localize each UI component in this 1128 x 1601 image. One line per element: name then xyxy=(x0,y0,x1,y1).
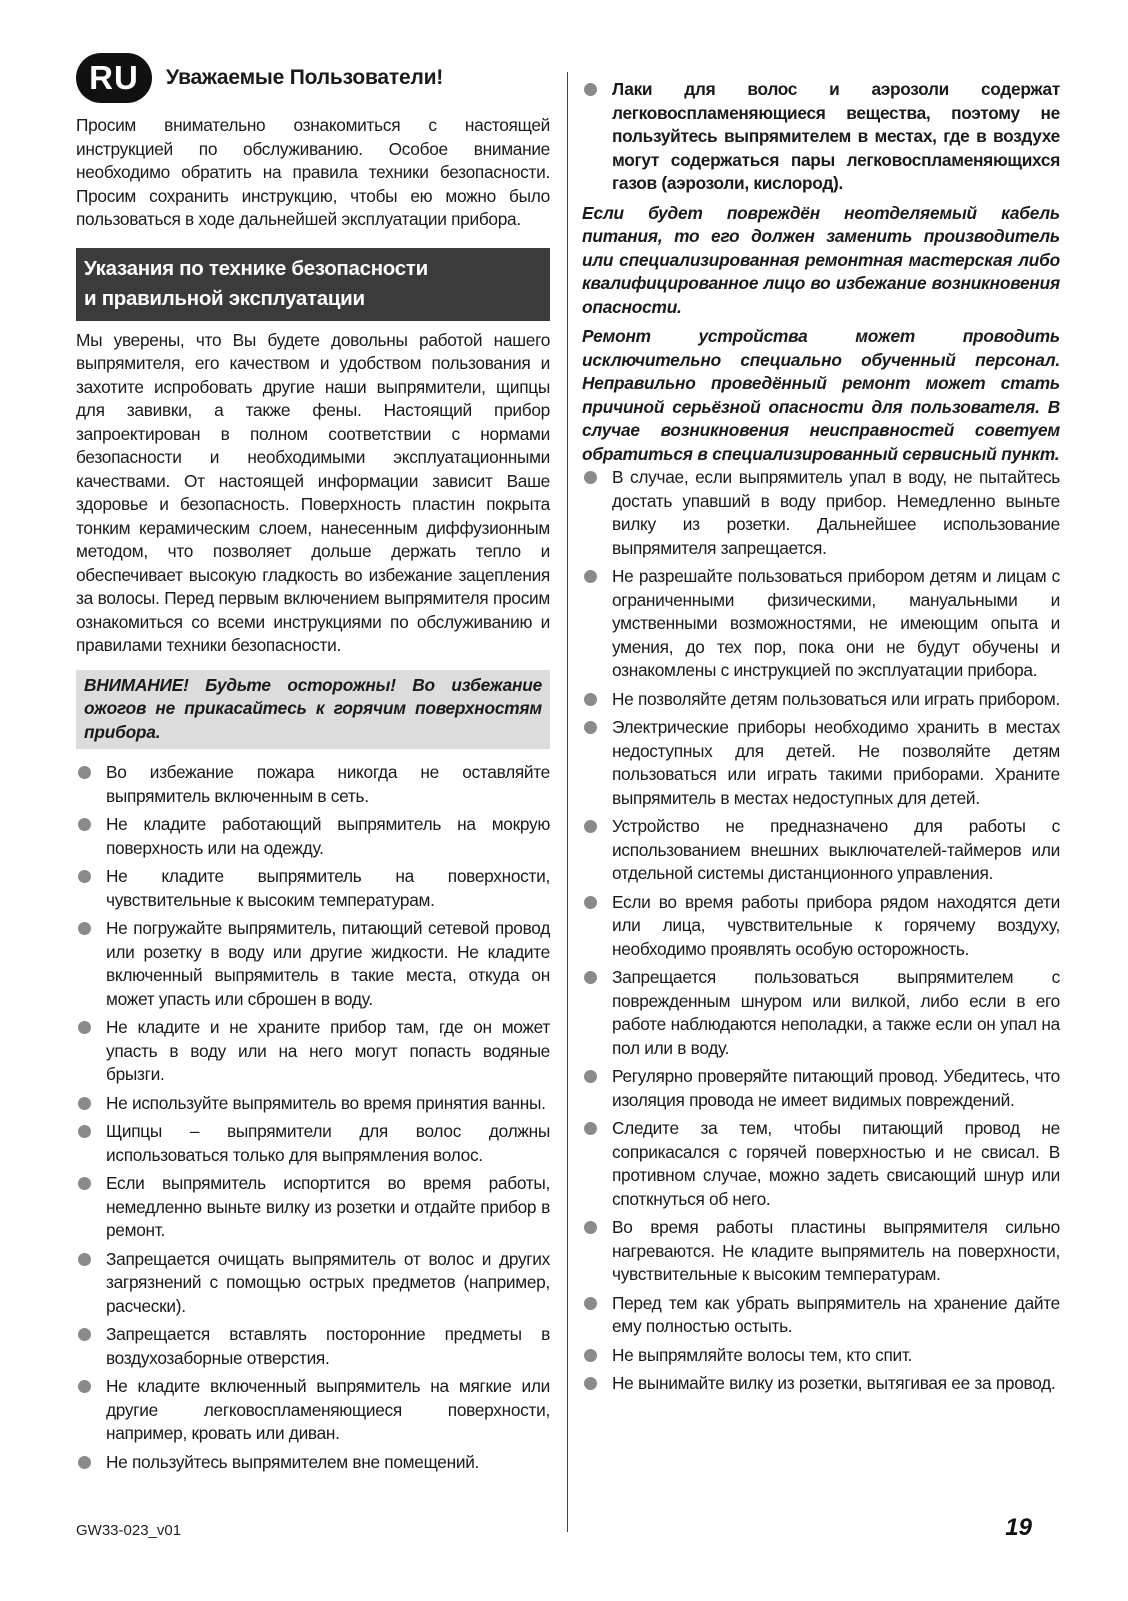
language-badge: RU xyxy=(76,53,152,103)
bullet-icon xyxy=(78,870,91,883)
list-item-text: Запрещается вставлять посторонние предметы в воздухозаборные отверстия. xyxy=(106,1324,550,1368)
bullet-icon xyxy=(584,971,597,984)
list-item-text: Не позволяйте детям пользоваться или играть прибором. xyxy=(612,688,1060,709)
list-item-text: Щипцы – выпрямители для волос должны использоваться только для выпрямления волос. xyxy=(106,1121,550,1165)
bullet-icon xyxy=(584,570,597,583)
bullet-icon xyxy=(584,1221,597,1234)
list-item xyxy=(582,891,1060,962)
list-item-text: Не кладите работающий выпрямитель на мокрую поверхность или на одежду. xyxy=(106,814,550,858)
list-item-text: Не вынимайте вилку из розетки, вытягивая ее за провод. xyxy=(612,1373,1056,1393)
list-item xyxy=(582,1117,1060,1211)
list-item xyxy=(582,78,1060,196)
list-item-text: Лаки для волос и аэрозоли содержат легковоспламеняющиеся вещества, поэтому не пользуйтесь выпрямителем в местах, где в воздухе могут содержаться пары легковоспламеняющихся газов (аэрозоли, кислород). xyxy=(612,79,1060,193)
bullet-icon xyxy=(584,83,597,96)
list-item xyxy=(582,565,1060,683)
bullet-icon xyxy=(584,693,597,706)
list-item-text: Следите за тем, чтобы питающий провод не соприкасался с горячей поверхностью и не свисал. В противном случае, можно задеть свисающий шнур или споткнуться об него. xyxy=(612,1118,1060,1209)
right-column xyxy=(582,78,1060,1401)
list-item xyxy=(76,1172,550,1243)
document-code: GW33-023_v01 xyxy=(76,1522,182,1539)
bullet-icon xyxy=(78,766,91,779)
section-heading-line2: и правильной эксплуатации xyxy=(84,286,365,310)
list-item-text: Регулярно проверяйте питающий провод. Убедитесь, что изоляция провода не имеет видимых повреждений. xyxy=(612,1066,1060,1110)
list-item xyxy=(582,966,1060,1060)
bullet-icon xyxy=(78,1125,91,1138)
bullet-icon xyxy=(78,1253,91,1266)
bullet-icon xyxy=(584,1122,597,1135)
list-item-text: Перед тем как убрать выпрямитель на хранение дайте ему полностью остыть. xyxy=(612,1292,1060,1336)
note-cable: Если будет повреждён неотделяемый кабель питания, то его должен заменить производитель или специализированная ремонтная мастерская либо квалифицированное лицо во избежание возникновения опасности. xyxy=(582,202,1060,317)
list-item xyxy=(582,1216,1060,1287)
section-heading-line1: Указания по технике безопасности xyxy=(84,256,428,280)
list-item xyxy=(76,917,550,1011)
list-item-text: Не кладите включенный выпрямитель на мягкие или другие легковоспламеняющиеся поверхности, например, кровать или диван. xyxy=(106,1376,550,1443)
bullet-icon xyxy=(584,1297,597,1310)
list-item-text: Устройство не предназначено для работы с использованием внешних выключателей-таймеров или отдельной системы дистанционного управления. xyxy=(612,816,1060,883)
list-item xyxy=(76,1451,550,1475)
bullet-icon xyxy=(78,922,91,935)
list-item-text: Если выпрямитель испортится во время работы, немедленно выньте вилку из розетки и отдайте прибор в ремонт. xyxy=(106,1173,550,1240)
bullet-icon xyxy=(78,1456,91,1469)
page-title: Уважаемые Пользователи! xyxy=(166,66,444,89)
bullet-icon xyxy=(78,1021,91,1034)
list-item-text: Запрещается пользоваться выпрямителем с поврежденным шнуром или вилкой, либо если в его работе наблюдаются неполадки, а также если он упал на пол или в воду. xyxy=(612,967,1060,1058)
list-item xyxy=(582,1065,1060,1112)
section-heading xyxy=(76,248,550,321)
list-item xyxy=(582,815,1060,886)
list-item-text: Не разрешайте пользоваться прибором детям и лицам с ограниченными физическими, мануальными и умственными возможностями, не имеющим опыта и умения, до тех пор, пока они не будут обучены и ознакомлены с инструкцией по эксплуатации прибора. xyxy=(612,566,1060,680)
left-column xyxy=(76,52,550,1479)
left-bullet-list xyxy=(76,761,550,1474)
list-item-text: Во избежание пожара никогда не оставляйте выпрямитель включенным в сеть. xyxy=(106,762,550,806)
bullet-icon xyxy=(78,1328,91,1341)
list-item-text: Не кладите выпрямитель на поверхности, чувствительные к высоким температурам. xyxy=(106,866,550,910)
list-item-text: Не кладите и не храните прибор там, где он может упасть в воду или на него могут попасть водяные брызги. xyxy=(106,1017,550,1084)
list-item-text: Если во время работы прибора рядом находятся дети или лица, чувствительные к горячему воздуху, необходимо проявлять особую осторожность. xyxy=(612,891,1060,959)
intro-paragraph: Просим внимательно ознакомиться с настоящей инструкцией по обслуживанию. Особое внимание необходимо обратить на правила техники безопасности. Просим сохранить инструкцию, чтобы ею можно было пользоваться в ходе дальнейшей эксплуатации прибора. xyxy=(76,115,550,229)
bullet-icon xyxy=(584,1070,597,1083)
list-item xyxy=(76,1016,550,1087)
list-item xyxy=(76,761,550,808)
bullet-icon xyxy=(584,471,597,484)
list-item-text: В случае, если выпрямитель упал в воду, не пытайтесь достать упавший в воду прибор. Немедленно выньте вилку из розетки. Дальнейшее использование выпрямителя запрещается. xyxy=(612,467,1060,558)
bullet-icon xyxy=(584,896,597,909)
list-item xyxy=(76,865,550,912)
bullet-icon xyxy=(584,721,597,734)
list-item xyxy=(582,1372,1060,1396)
list-item xyxy=(582,688,1060,712)
bullet-icon xyxy=(78,818,91,831)
page-header xyxy=(76,52,550,104)
list-item xyxy=(582,1344,1060,1368)
list-item xyxy=(76,1323,550,1370)
column-divider xyxy=(567,72,568,1532)
list-item-text: Не выпрямляйте волосы тем, кто спит. xyxy=(612,1344,913,1365)
bullet-icon xyxy=(584,1377,597,1390)
section-paragraph: Мы уверены, что Вы будете довольны работой нашего выпрямителя, его качеством и удобством пользования и захотите испробовать другие наши выпрямители, щипцы для завивки, а также фены. Настоящий прибор запроектирован в полном соответствии с нормами безопасности и необходимыми эксплуатационными качествами. От настоящей информации зависит Ваше здоровье и безопасность. Поверхность пластин покрыта тонким керамическим слоем, нанесенным диффузионным методом, что позволяет дольше держать тепло и обеспечивает высокую гладкость во избежание зацепления за волосы. Перед первым включением выпрямителя просим ознакомиться со всеми инструкциями по обслуживанию и правилами техники безопасности. xyxy=(76,329,550,655)
bullet-icon xyxy=(78,1097,91,1110)
bullet-icon xyxy=(78,1380,91,1393)
warning-box: ВНИМАНИЕ! Будьте осторожны! Во избежание ожогов не прикасайтесь к горячим поверхностям прибора. xyxy=(76,670,550,750)
right-top-list xyxy=(582,78,1060,196)
list-item-text: Электрические приборы необходимо хранить в местах недоступных для детей. Не позволяйте детям пользоваться или играть такими приборами. Храните выпрямитель в местах недоступных для детей. xyxy=(612,717,1060,808)
list-item xyxy=(582,716,1060,810)
note-repair: Ремонт устройства может проводить исключительно специально обученный персонал. Неправильно проведённый ремонт может стать причиной серьёзной опасности для пользователя. В случае возникновения неисправностей советуем обратиться в специализированный сервисный пункт. xyxy=(582,326,1060,464)
bullet-icon xyxy=(584,1349,597,1362)
page-number: 19 xyxy=(1005,1514,1032,1541)
list-item xyxy=(582,1292,1060,1339)
list-item xyxy=(76,1120,550,1167)
list-item xyxy=(76,1092,550,1116)
list-item xyxy=(76,1248,550,1319)
list-item xyxy=(582,466,1060,560)
list-item-text: Не погружайте выпрямитель, питающий сетевой провод или розетку в воду или другие жидкости. Не кладите включенный выпрямитель в такие места, откуда он может упасть или сброшен в воду. xyxy=(106,918,550,1009)
list-item xyxy=(76,1375,550,1446)
list-item-text: Не пользуйтесь выпрямителем вне помещений. xyxy=(106,1451,480,1472)
bullet-icon xyxy=(584,820,597,833)
bullet-icon xyxy=(78,1177,91,1190)
list-item xyxy=(76,813,550,860)
right-bullet-list xyxy=(582,466,1060,1396)
list-item-text: Запрещается очищать выпрямитель от волос и других загрязнений с помощью острых предметов (например, расчески). xyxy=(106,1248,550,1316)
list-item-text: Во время работы пластины выпрямителя сильно нагреваются. Не кладите выпрямитель на поверхности, чувствительные к высоким температурам. xyxy=(612,1217,1060,1284)
list-item-text: Не используйте выпрямитель во время принятия ванны. xyxy=(106,1092,546,1113)
